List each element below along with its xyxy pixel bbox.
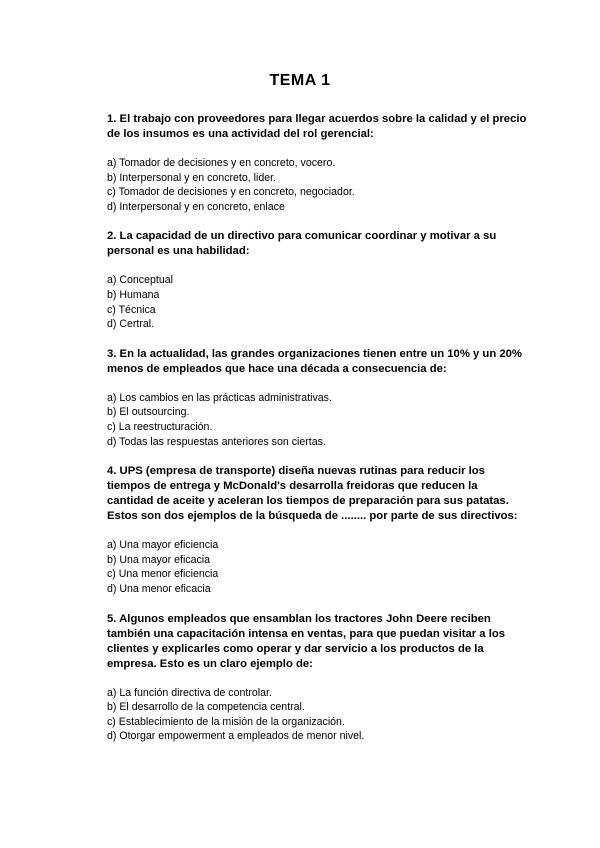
option-c: c) Establecimiento de la misión de la organización. — [107, 715, 345, 728]
option-a: a) Una mayor eficiencia — [107, 539, 219, 552]
option-c: c) La reestructuración. — [107, 420, 213, 433]
question-text: 4. UPS (empresa de transporte) diseña nuevas rutinas para reducir los tiempos de entrega y McDonald's desarrolla freidoras que reducen la cantidad de aceite y aceleran los tiempos de preparación para sus patatas. Estos son dos ejemplos de la búsqueda de ........ por parte de sus directivos: — [107, 465, 518, 523]
option-list — [107, 538, 527, 596]
question-1 — [107, 112, 527, 214]
question-4 — [107, 464, 527, 596]
option-b: b) Humana — [107, 288, 160, 301]
option-b: b) Interpersonal y en concreto, lider. — [107, 171, 277, 184]
page-title: TEMA 1 — [269, 72, 331, 89]
option-a: a) La función directiva de controlar. — [107, 686, 272, 699]
option-list — [107, 273, 527, 331]
question-3 — [107, 347, 527, 449]
option-c: c) Una menor eficiencia — [107, 568, 219, 581]
option-a: a) Tomador de decisiones y en concreto, vocero. — [107, 157, 336, 169]
option-list — [107, 391, 527, 449]
option-a: a) Conceptual — [107, 274, 173, 287]
option-c: c) Tomador de decisiones y en concreto, negociador. — [107, 186, 355, 199]
option-list — [107, 686, 527, 744]
option-c: c) Técnica — [107, 303, 156, 316]
option-d: d) Interpersonal y en concreto, enlace — [107, 200, 285, 213]
option-a: a) Los cambios en las prácticas administrativas. — [107, 391, 332, 404]
question-list — [107, 112, 527, 759]
option-list — [107, 156, 527, 214]
question-2 — [107, 229, 527, 331]
option-d: d) Una menor eficacia — [107, 582, 211, 595]
question-text: 2. La capacidad de un directivo para comunicar coordinar y motivar a su personal es una habilidad: — [107, 230, 497, 258]
question-text: 1. El trabajo con proveedores para llegar acuerdos sobre la calidad y el precio de los insumos es una actividad del rol gerencial: — [107, 113, 527, 140]
option-b: b) Una mayor eficacia — [107, 553, 211, 566]
option-d: d) Todas las respuestas anteriores son ciertas. — [107, 435, 326, 448]
option-b: b) El outsourcing. — [107, 406, 190, 419]
question-text: 5. Algunos empleados que ensamblan los tractores John Deere reciben también una capacitación intensa en ventas, para que puedan visitar a los clientes y explicarles como operar y dar servicio a los productos de la empresa. Esto es un claro ejemplo de: — [107, 612, 506, 670]
option-d: d) Certral. — [107, 318, 155, 331]
option-d: d) Otorgar empowerment a empleados de menor nivel. — [107, 730, 365, 743]
option-b: b) El desarrollo de la competencia central. — [107, 701, 305, 714]
question-5 — [107, 612, 527, 744]
question-text: 3. En la actualidad, las grandes organizaciones tienen entre un 10% y un 20% menos de empleados que hace una década a consecuencia de: — [107, 347, 522, 375]
